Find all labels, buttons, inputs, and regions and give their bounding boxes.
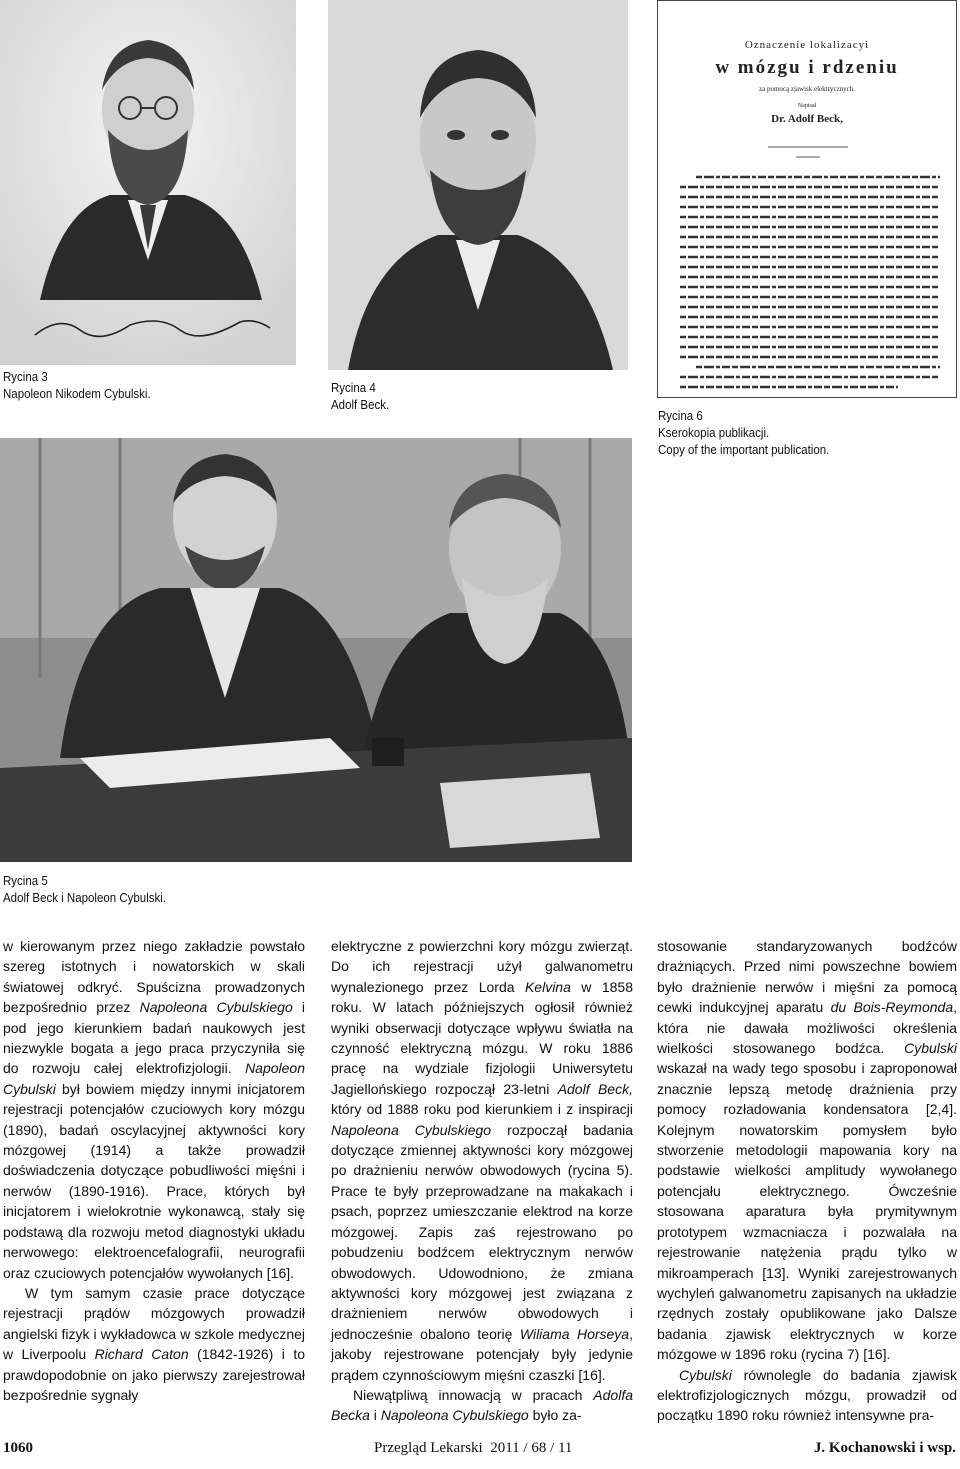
text-run: w kierowanym przez niego zakładzie powstało szereg istotnych i nowatorskich w skali światowej odkryć. Spuścizna prowadzonych bezpośrednio przez: [3, 938, 305, 1016]
text-run: wskazał na wady tego sposobu i zaproponował znacznie lepszą metodę drażnienia przy pomocy rozładowania kondensatora [2,4]. Kolejnym nowatorskim pomysłem było stworzenie metodologii mapowania kory na podstawie wielkości amplitudy wywołanego potencjału elektrycznego. Ówcześnie stosowana aparatura była prymitywnym prototypem wzmacniacza i pozwalała na rejestrowanie natężenia prądu tylko w mikroamperach [13]. Wyniki zarejestrowanych wychyleń galwanometru zapisanych na układzie rzędnych zostały opublikowane jako Dalsze badania zjawisk elektrycznych w korze mózgowe w 1896 roku (rycina 7) [16].: [657, 1060, 957, 1363]
text-run-italic: Cybulski: [904, 1040, 957, 1057]
text-run-italic: Adolfa Becka: [331, 1386, 633, 1424]
publication-body-text: [658, 133, 957, 393]
text-run-italic: Richard Caton: [94, 1346, 189, 1363]
figure-3-label: Rycina 3: [3, 370, 48, 384]
figure-4-text: Adolf Beck.: [331, 398, 390, 412]
publication-title-line1: Oznaczenie lokalizacyi: [744, 39, 870, 51]
figure-6-text-en: Copy of the important publication.: [658, 443, 830, 457]
figure-6-text: Kserokopia publikacji.: [658, 426, 770, 440]
text-run: był bowiem między innymi inicjatorem rejestracji potencjałów czuciowych kory mózgu (1890), badań oscylacyjnej aktywności kory mózgowej (1914) a także prowadził doświadczenia dotyczące pobudliwości mięśni i nerwów (1890-1916). Prace, których był inicjatorem i wielokrotnie wykonawcą, stały się podstawą dla rozwoju metod diagnostyki układu nerwowego: elektroencefalografii, neurografii oraz czuciowych potencjałów wywołanych [16].: [3, 1080, 305, 1281]
figure-4-label: Rycina 4: [331, 381, 376, 395]
middle-paragraph-1: [331, 936, 633, 1385]
text-run: , która nie dawała możliwości określenia wielkości stosowanego bodźca.: [657, 999, 957, 1057]
text-run-italic: du Bois-Reymonda: [830, 999, 954, 1016]
publication-title-line4: Napisał: [797, 103, 817, 109]
text-run-italic: Napoleon Cybulski: [3, 1060, 305, 1097]
text-run-italic: Kelvina: [524, 978, 571, 995]
figure-6-caption: [658, 408, 829, 459]
publication-copy: [657, 0, 957, 398]
text-run: który od 1888 roku pod kierunkiem i z inspiracji: [331, 1101, 633, 1118]
figure-3-caption: [3, 369, 151, 403]
publication-title-line2: w mózgu i rdzeniu: [715, 57, 899, 78]
figure-5-text: Adolf Beck i Napoleon Cybulski.: [3, 891, 167, 905]
publication-title-line3: za pomocą zjawisk elektrycznych.: [758, 85, 855, 93]
author-name: J. Kochanowski i wsp.: [813, 1440, 956, 1456]
text-run-italic: Napoleona Cybulskiego: [331, 1121, 492, 1138]
text-run: W tym samym czasie prace dotyczące rejestracji prądów mózgowych prowadził angielski fizyk i wykładowca w szkole medycznej w Liverpoolu: [3, 1284, 305, 1363]
figure-5-caption: [3, 873, 166, 907]
figure-6-label: Rycina 6: [658, 409, 703, 423]
right-paragraph-1: [657, 936, 957, 1365]
right-paragraph-2: [657, 1365, 957, 1426]
left-paragraph-2: [3, 1283, 305, 1405]
figure-4-caption: [331, 380, 389, 414]
text-run-italic: Adolf Beck,: [557, 1080, 633, 1097]
figure-5-label: Rycina 5: [3, 874, 48, 888]
photo-beck-and-cybulski: [0, 438, 632, 862]
text-run: było za-: [528, 1407, 582, 1424]
page-footer: [0, 1440, 960, 1464]
text-run: i: [369, 1407, 381, 1424]
journal-name: Przegląd Lekarski 2011 / 68 / 11: [374, 1440, 573, 1456]
portrait-beck: [328, 0, 628, 370]
text-run: w 1858 roku. W latach późniejszych ogłosił również wyniki obserwacji dotyczące wpływu światła na czynność elektryczną mózgu. W roku 1886 pracę na wydziale fizjologii Uniwersytetu Jagiellońskiego rozpoczął 23-letni: [331, 978, 633, 1097]
text-column-left: [3, 936, 305, 1405]
text-run-italic: Napoleona Cybulskiego: [139, 999, 293, 1016]
portrait-cybulski: [0, 0, 296, 365]
text-column-middle: [331, 936, 633, 1426]
text-run: równolegle do badania zjawisk elektrofizjologicznych mózgu, prowadził od początku 1890 roku również intensywne pra-: [657, 1366, 957, 1424]
text-run: elektryczne z powierzchni kory mózgu zwierząt. Do ich rejestracji użył galwanometru wynalezionego przez Lorda: [331, 938, 633, 995]
text-run-italic: Cybulski: [679, 1366, 732, 1383]
publication-title-line5: Dr. Adolf Beck,: [771, 113, 843, 125]
middle-paragraph-2: [331, 1385, 633, 1426]
text-run: (1842-1926) i to prawdopodobnie on jako pierwszy zarejestrował bezpośrednie sygnały: [3, 1346, 305, 1403]
left-paragraph-1: [3, 936, 305, 1283]
text-run: Niewątpliwą innowacją w pracach: [353, 1386, 594, 1403]
figure-3-text: Napoleon Nikodem Cybulski.: [3, 387, 151, 401]
text-run: i pod jego kierunkiem badań naukowych jest niezwykle bogata a jego praca przyczyniła się do rozwoju całej elektrofizjologii.: [3, 999, 306, 1077]
text-run: rozpoczął badania dotyczące zmiennej aktywności kory mózgowej po drażnieniu nerwów obwodowych (rycina 5). Prace te były przeprowadzane na makakach i psach, poprzez umieszczanie elektrod na korze mózgowej. Zapis zaś rejestrowano po pobudzeniu bodźcem elektrycznym nerwów obwodowych. Udowodniono, że zmiana aktywności kory mózgowej jest związana z drażnieniem nerwów obwodowych i jednocześnie obalono teorię: [331, 1121, 633, 1342]
text-run-italic: Wiliama Horseya: [519, 1325, 630, 1342]
text-run-italic: Napoleona Cybulskiego: [380, 1407, 529, 1424]
text-run: stosowanie standaryzowanych bodźców drażniących. Przed nimi powszechne bowiem było drażnienie nerwów i mięśni za pomocą cewki indukcyjnej aparatu: [657, 938, 957, 1016]
text-run: , jakoby rejestrowane potencjały były jedynie prądem czynnościowym mięśni czaszki [16].: [331, 1325, 633, 1383]
text-column-right: [657, 936, 957, 1426]
page-number: 1060: [3, 1440, 33, 1456]
